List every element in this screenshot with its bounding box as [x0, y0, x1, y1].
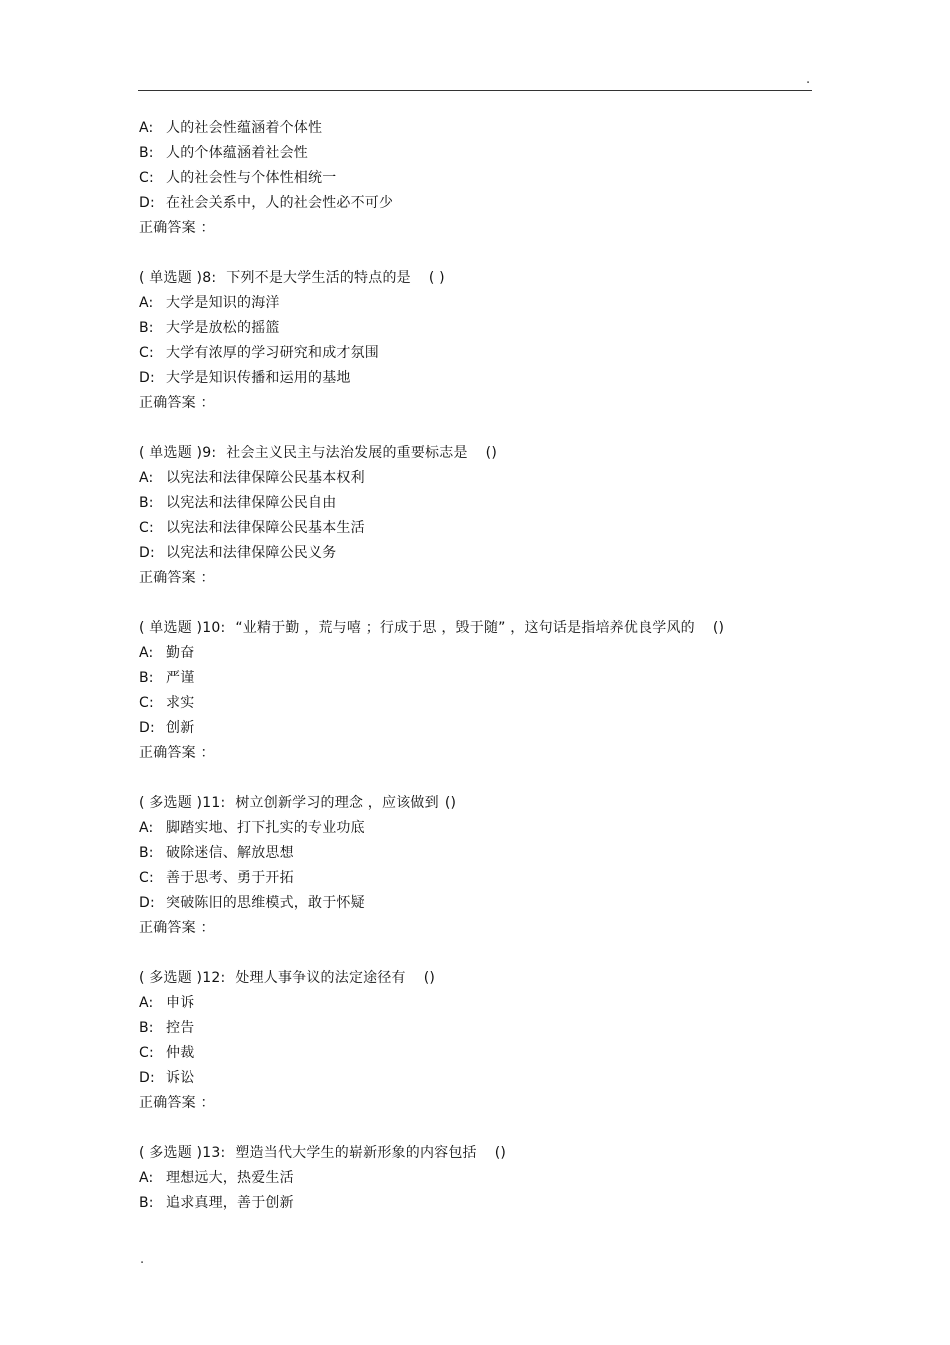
option-line [139, 1166, 839, 1191]
option-text: 脚踏实地、打下扎实的专业功底 [166, 820, 365, 836]
option-line [139, 1041, 839, 1066]
question-header [139, 791, 839, 816]
option-key: B: [139, 845, 154, 861]
option-line [139, 1016, 839, 1041]
header-rule [138, 90, 812, 91]
option-line [139, 866, 839, 891]
option-text: 人的社会性与个体性相统一 [166, 170, 337, 186]
option-text: 以宪法和法律保障公民自由 [166, 495, 337, 511]
option-key: C: [139, 520, 154, 536]
option-text: 善于思考、勇于开拓 [166, 870, 294, 886]
option-text: 大学是知识的海洋 [166, 295, 280, 311]
option-key: D: [139, 545, 155, 561]
option-key: A: [139, 995, 154, 1011]
option-key: C: [139, 170, 154, 186]
option-line [139, 291, 839, 316]
question-prefix: ( 单选题 )8: [139, 270, 217, 286]
option-text: 大学有浓厚的学习研究和成才氛围 [166, 345, 379, 361]
option-text: 追求真理，善于创新 [166, 1195, 294, 1211]
question-text: 树立创新学习的理念 ，应该做到 [235, 795, 439, 811]
option-line [139, 991, 839, 1016]
question-prefix: ( 多选题 )12: [139, 970, 226, 986]
option-key: C: [139, 1045, 154, 1061]
option-text: 破除迷信、解放思想 [166, 845, 294, 861]
option-text: 仲裁 [166, 1045, 195, 1061]
option-line [139, 716, 839, 741]
answer-label: 正确答案 ： [139, 570, 215, 586]
question-block [139, 441, 839, 591]
option-key: C: [139, 345, 154, 361]
question-text: 下列不是大学生活的特点的是 [226, 270, 411, 286]
option-text: 创新 [166, 720, 195, 736]
answer-label: 正确答案 ： [139, 395, 215, 411]
option-line [139, 491, 839, 516]
option-line [139, 516, 839, 541]
option-key: B: [139, 145, 154, 161]
option-key: C: [139, 870, 154, 886]
option-text: 以宪法和法律保障公民基本生活 [166, 520, 365, 536]
option-key: B: [139, 1020, 154, 1036]
option-text: 诉讼 [166, 1070, 195, 1086]
option-key: B: [139, 1195, 154, 1211]
question-prefix: ( 单选题 )10: [139, 620, 226, 636]
option-line [139, 166, 839, 191]
option-text: 在社会关系中，人的社会性必不可少 [166, 195, 394, 211]
option-line [139, 141, 839, 166]
option-key: A: [139, 295, 154, 311]
question-header [139, 616, 839, 641]
spacer [139, 416, 839, 441]
answer-label: 正确答案 ： [139, 920, 215, 936]
option-text: 人的个体蕴涵着社会性 [166, 145, 308, 161]
option-line [139, 641, 839, 666]
option-key: D: [139, 1070, 155, 1086]
option-line [139, 316, 839, 341]
spacer [139, 1116, 839, 1141]
question-blank: ( ) [428, 270, 445, 286]
answer-label: 正确答案 ： [139, 745, 215, 761]
option-key: D: [139, 370, 155, 386]
option-key: A: [139, 120, 154, 136]
question-text: 塑造当代大学生的崭新形象的内容包括 [235, 1145, 477, 1161]
question-prefix: ( 多选题 )13: [139, 1145, 226, 1161]
option-key: B: [139, 495, 154, 511]
option-key: D: [139, 895, 155, 911]
option-line [139, 191, 839, 216]
option-text: 以宪法和法律保障公民基本权利 [166, 470, 365, 486]
question-blank: () [712, 620, 725, 636]
question-header [139, 266, 839, 291]
option-key: B: [139, 320, 154, 336]
prev-question-block [139, 116, 839, 241]
option-line [139, 816, 839, 841]
option-line [139, 891, 839, 916]
option-line [139, 666, 839, 691]
option-key: C: [139, 695, 154, 711]
option-line [139, 341, 839, 366]
option-text: 求实 [166, 695, 195, 711]
option-text: 控告 [166, 1020, 195, 1036]
question-text: “业精于勤 ，荒与嘻 ；行成于思 ，毁于随” ，这句话是指培养优良学风的 [235, 620, 695, 636]
option-line [139, 691, 839, 716]
question-blank: () [485, 445, 497, 461]
option-text: 理想远大，热爱生活 [166, 1170, 294, 1186]
question-blank: () [494, 1145, 507, 1161]
answer-label: 正确答案 ： [139, 220, 215, 236]
option-text: 申诉 [166, 995, 195, 1011]
question-text: 社会主义民主与法治发展的重要标志是 [226, 445, 468, 461]
question-block [139, 266, 839, 416]
question-header [139, 441, 839, 466]
option-line [139, 466, 839, 491]
option-text: 严谨 [166, 670, 195, 686]
spacer [139, 766, 839, 791]
option-key: A: [139, 645, 154, 661]
question-prefix: ( 单选题 )9: [139, 445, 217, 461]
option-line [139, 541, 839, 566]
question-blank: () [423, 970, 436, 986]
question-header [139, 966, 839, 991]
option-key: A: [139, 1170, 154, 1186]
question-header [139, 1141, 839, 1166]
option-text: 勤奋 [166, 645, 195, 661]
option-text: 大学是放松的摇篮 [166, 320, 280, 336]
option-text: 突破陈旧的思维模式，敢于怀疑 [166, 895, 365, 911]
answer-label: 正确答案 ： [139, 1095, 215, 1111]
option-line [139, 116, 839, 141]
spacer [139, 941, 839, 966]
option-key: A: [139, 820, 154, 836]
option-line [139, 1191, 839, 1216]
option-text: 大学是知识传播和运用的基地 [166, 370, 351, 386]
question-text: 处理人事争议的法定途径有 [235, 970, 406, 986]
question-block [139, 616, 839, 766]
option-key: D: [139, 195, 155, 211]
option-line [139, 841, 839, 866]
document-body [139, 116, 839, 1216]
option-text: 以宪法和法律保障公民义务 [166, 545, 337, 561]
option-text: 人的社会性蕴涵着个体性 [166, 120, 323, 136]
option-line [139, 366, 839, 391]
page-mark-bottom: . [140, 1252, 145, 1267]
option-key: D: [139, 720, 155, 736]
question-block [139, 966, 839, 1116]
option-key: B: [139, 670, 154, 686]
question-block [139, 791, 839, 941]
question-prefix: ( 多选题 )11: [139, 795, 226, 811]
question-blank: () [444, 795, 457, 811]
option-line [139, 1066, 839, 1091]
spacer [139, 591, 839, 616]
option-key: A: [139, 470, 154, 486]
page-mark-top: . [806, 72, 811, 87]
question-block [139, 1141, 839, 1216]
spacer [139, 241, 839, 266]
